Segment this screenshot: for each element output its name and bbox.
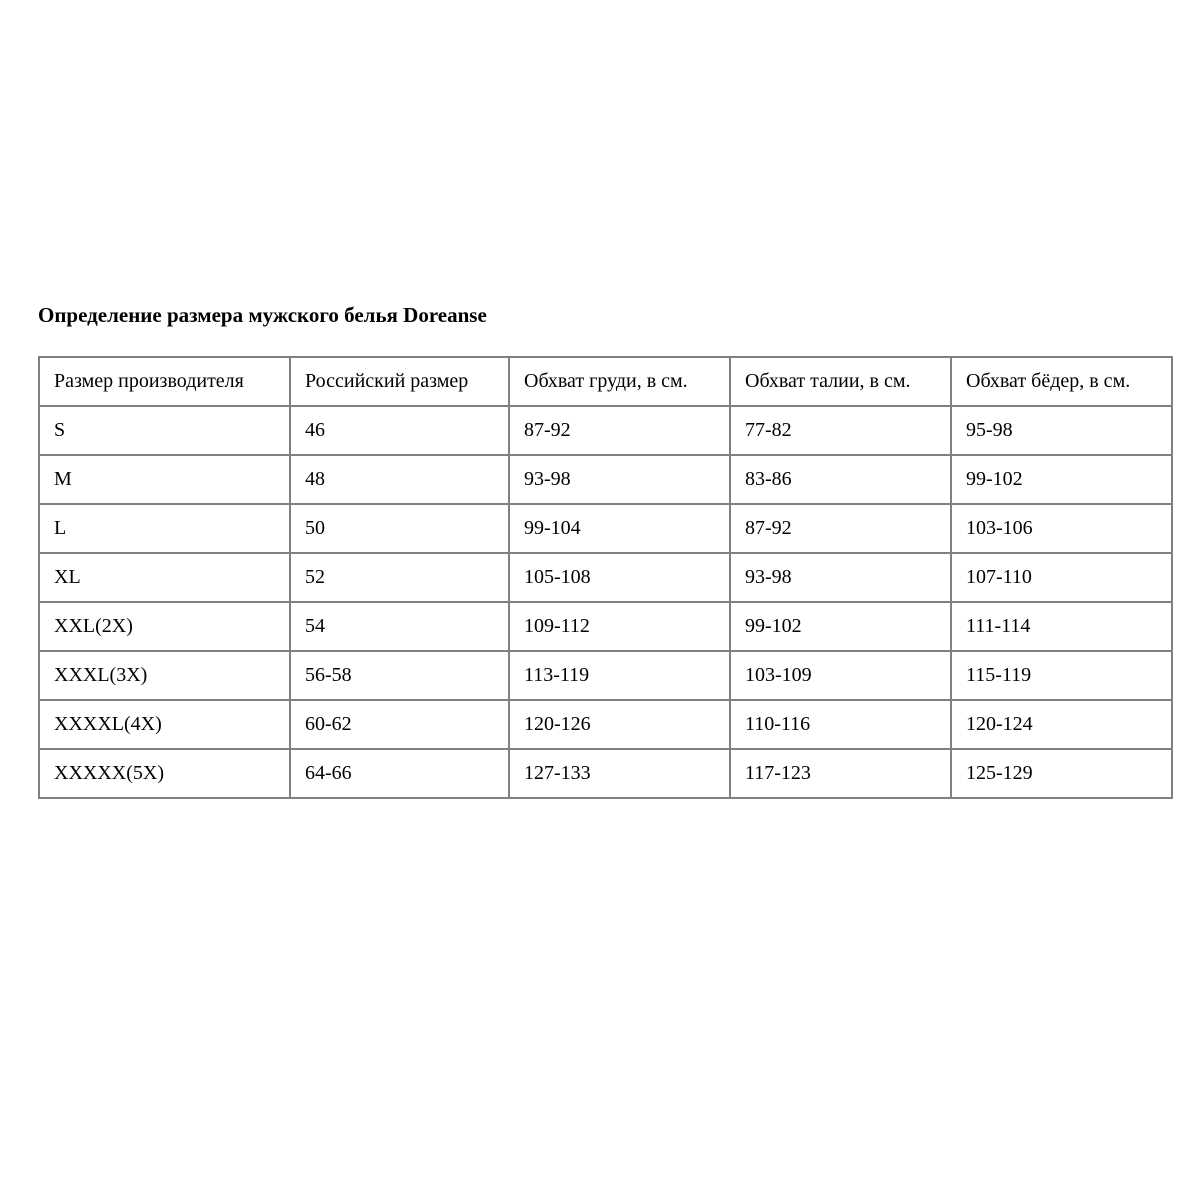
table-cell: XL	[39, 553, 290, 602]
table-row	[39, 406, 1172, 455]
table-cell: 93-98	[509, 455, 730, 504]
table-cell: 54	[290, 602, 509, 651]
page-content	[38, 303, 1171, 799]
table-cell: 125-129	[951, 749, 1172, 798]
column-header: Обхват талии, в см.	[730, 357, 951, 406]
table-cell: XXXL(3X)	[39, 651, 290, 700]
table-cell: 48	[290, 455, 509, 504]
table-cell: XXXXX(5X)	[39, 749, 290, 798]
table-cell: 87-92	[730, 504, 951, 553]
size-table	[38, 356, 1173, 799]
table-cell: S	[39, 406, 290, 455]
table-cell: 127-133	[509, 749, 730, 798]
table-cell: 99-104	[509, 504, 730, 553]
table-row	[39, 455, 1172, 504]
table-row	[39, 749, 1172, 798]
table-cell: XXL(2X)	[39, 602, 290, 651]
table-body	[39, 406, 1172, 798]
table-cell: 46	[290, 406, 509, 455]
column-header: Обхват груди, в см.	[509, 357, 730, 406]
table-cell: 95-98	[951, 406, 1172, 455]
table-cell: L	[39, 504, 290, 553]
table-cell: 99-102	[951, 455, 1172, 504]
table-cell: 50	[290, 504, 509, 553]
table-cell: 56-58	[290, 651, 509, 700]
table-cell: 77-82	[730, 406, 951, 455]
table-cell: XXXXL(4X)	[39, 700, 290, 749]
table-cell: 60-62	[290, 700, 509, 749]
table-row	[39, 700, 1172, 749]
table-header-row	[39, 357, 1172, 406]
table-cell: M	[39, 455, 290, 504]
table-cell: 103-109	[730, 651, 951, 700]
column-header: Размер производителя	[39, 357, 290, 406]
table-cell: 113-119	[509, 651, 730, 700]
table-row	[39, 553, 1172, 602]
table-cell: 99-102	[730, 602, 951, 651]
table-cell: 93-98	[730, 553, 951, 602]
table-row	[39, 651, 1172, 700]
table-cell: 115-119	[951, 651, 1172, 700]
table-cell: 120-126	[509, 700, 730, 749]
table-row	[39, 602, 1172, 651]
table-cell: 120-124	[951, 700, 1172, 749]
table-cell: 103-106	[951, 504, 1172, 553]
table-cell: 52	[290, 553, 509, 602]
column-header: Обхват бёдер, в см.	[951, 357, 1172, 406]
column-header: Российский размер	[290, 357, 509, 406]
table-cell: 111-114	[951, 602, 1172, 651]
table-cell: 117-123	[730, 749, 951, 798]
table-cell: 64-66	[290, 749, 509, 798]
table-row	[39, 504, 1172, 553]
page-title: Определение размера мужского белья Doreanse	[38, 303, 487, 327]
table-cell: 109-112	[509, 602, 730, 651]
table-cell: 105-108	[509, 553, 730, 602]
table-cell: 110-116	[730, 700, 951, 749]
table-cell: 107-110	[951, 553, 1172, 602]
table-cell: 83-86	[730, 455, 951, 504]
table-cell: 87-92	[509, 406, 730, 455]
